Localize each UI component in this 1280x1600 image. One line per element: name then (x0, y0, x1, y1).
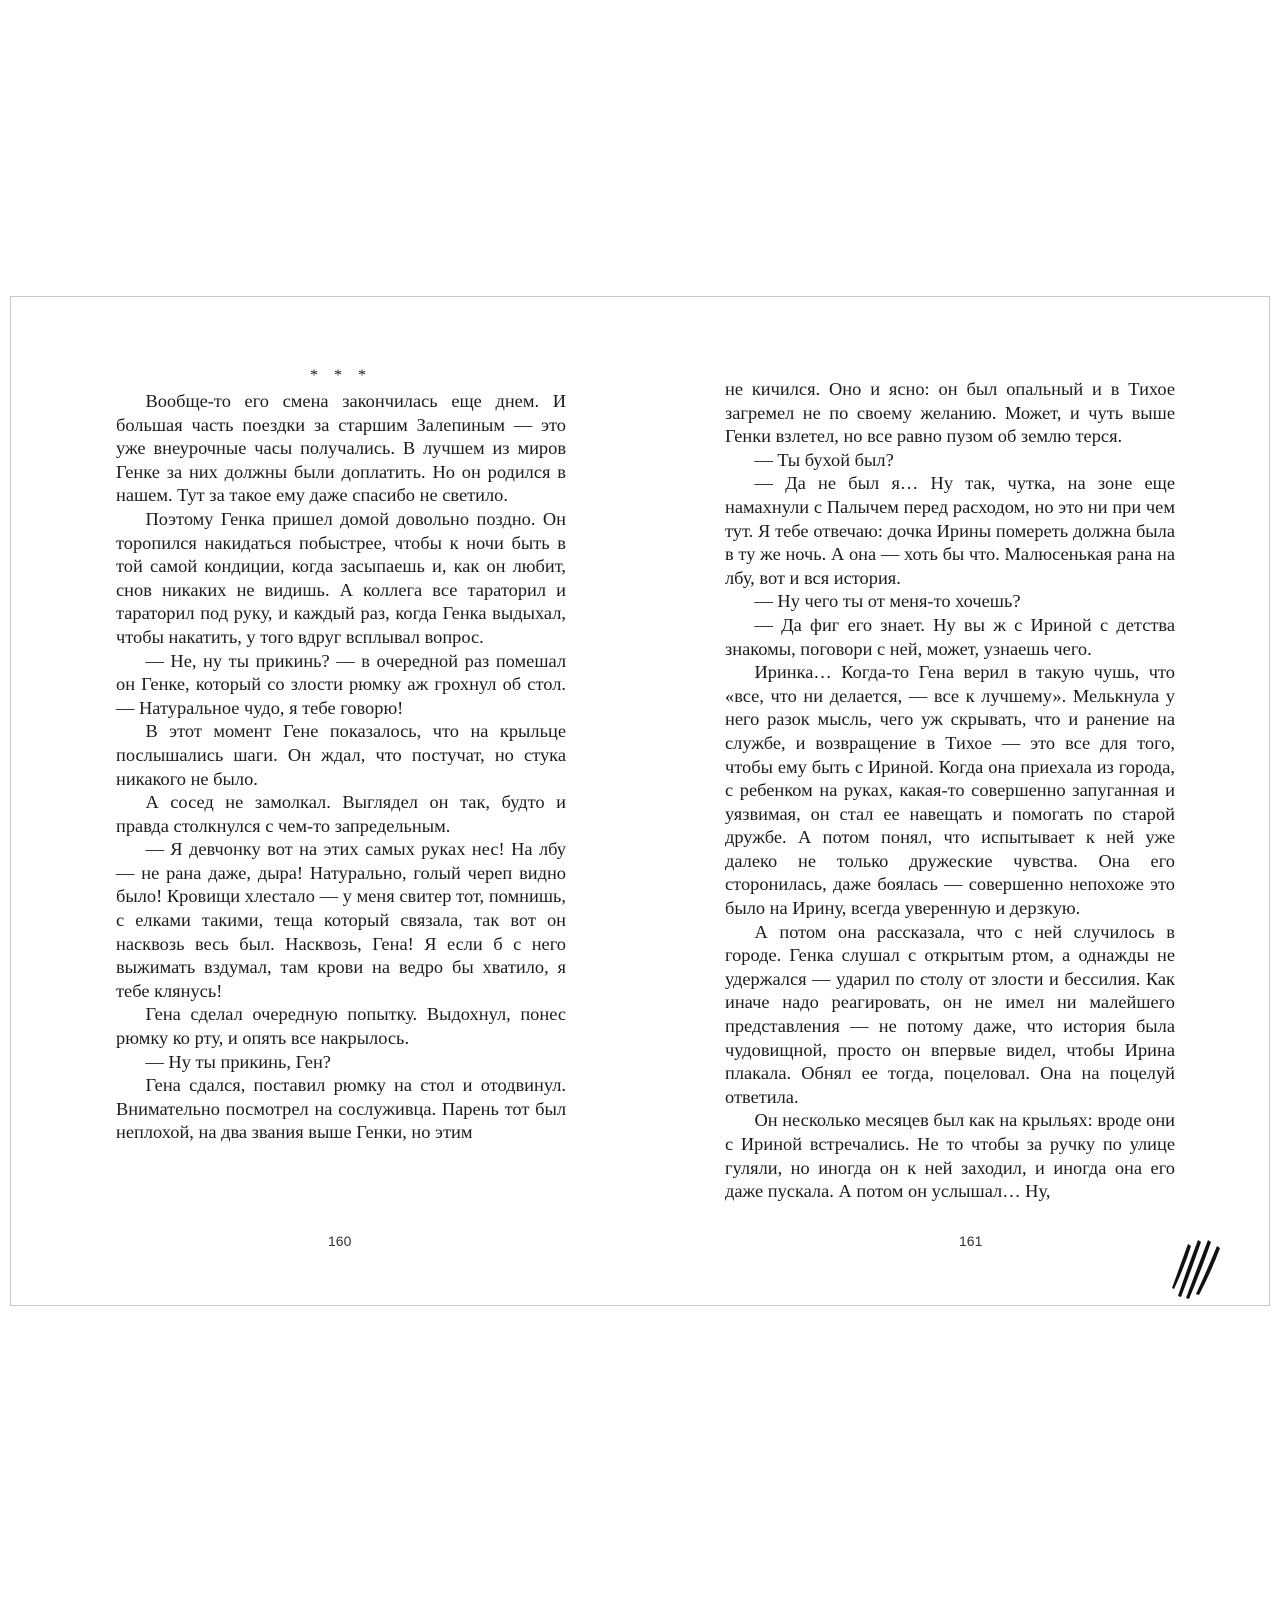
paragraph: Иринка… Когда-то Гена верил в такую чушь, что «все, что ни делается, — все к лучшему». Мелькнула у него разок мысль, чего уж скрывать, что и ранение на службе, и возвращение в Тихое — это все для того, чтобы ему быть с Ириной. Когда она приехала из города, с ребенком на руках, какая-то совершенно запуганная и уязвимая, он стал ее навещать и помогать по старой дружбе. А потом понял, что испытывает к ней уже далеко не только дружеские чувства. Она его сторонилась, даже боялась — совершенно непохоже это было на Ирину, всегда уверенную и дерзкую. (725, 662, 1175, 919)
right-page-text (725, 378, 1175, 1204)
claw-marks-icon (1170, 1226, 1230, 1306)
left-page (11, 297, 641, 1305)
page-number: 160 (328, 1233, 352, 1249)
book-spread (10, 296, 1270, 1306)
section-separator: * * * (310, 367, 372, 384)
paragraph: — Не, ну ты прикинь? — в очередной раз помешал он Генке, который со злости рюмку аж грохнул об стол. — Натуральное чудо, я тебе говорю! (116, 650, 566, 718)
paragraph: А сосед не замолкал. Выглядел он так, будто и правда столкнулся с чем-то запредельным. (116, 792, 566, 836)
page-number: 161 (959, 1233, 983, 1249)
paragraph: А потом она рассказала, что с ней случилось в городе. Генка слушал с открытым ртом, а однажды не удержался — ударил по столу от злости и бессилия. Как иначе надо реагировать, он не имел ни малейшего представления — не потому даже, что история была чудовищной, просто он впервые видел, чтобы Ирина плакала. Обнял ее тогда, поцеловал. Она на поцелуй ответила. (725, 921, 1175, 1107)
paragraph: Вообще-то его смена закончилась еще днем. И большая часть поездки за старшим Залепиным — это уже внеурочные часы получались. В лучшем из миров Генке за них должны были доплатить. Но он родился в нашем. Тут за такое ему даже спасибо не светило. (116, 391, 566, 506)
paragraph: — Да фиг его знает. Ну вы ж с Ириной с детства знакомы, поговори с ней, может, узнаешь чего. (725, 614, 1175, 659)
paragraph: — Ну чего ты от меня-то хочешь? (754, 591, 1021, 612)
paragraph: В этот момент Гене показалось, что на крыльце послышались шаги. Он ждал, что постучат, но стука никакого не было. (116, 721, 566, 789)
right-page (641, 297, 1271, 1305)
paragraph: — Да не был я… Ну так, чутка, на зоне еще намахнули с Палычем перед расходом, но это ни при чем тут. Я тебе отвечаю: дочка Ирины помереть должна была в ту же ночь. А она — хоть бы что. Малюсенькая рана на лбу, вот и вся история. (725, 473, 1175, 588)
paragraph: Гена сдался, поставил рюмку на стол и отодвинул. Внимательно посмотрел на сослуживца. Парень тот был неплохой, на два звания выше Генки, но этим (116, 1075, 566, 1143)
paragraph: Гена сделал очередную попытку. Выдохнул, понес рюмку ко рту, и опять все накрылось. (116, 1004, 566, 1049)
paragraph: — Я девчонку вот на этих самых руках нес! На лбу — не рана даже, дыра! Натурально, голый череп видно было! Кровищи хлестало — у меня свитер тот, помнишь, с елками такими, теща который связала, так вот он насквозь весь был. Насквозь, Гена! Я если б с него выжимать вздумал, там крови на ведро бы хватило, я тебе клянусь! (116, 839, 566, 1001)
paragraph-continuation: не кичился. Оно и ясно: он был опальный и в Тихое загремел не по своему желанию. Может, и чуть выше Генки взлетел, но все равно пузом об землю терся. (725, 379, 1175, 447)
left-page-text (116, 362, 566, 1145)
paragraph: — Ну ты прикинь, Ген? (145, 1051, 331, 1072)
paragraph: — Ты бухой был? (754, 449, 894, 470)
paragraph: Он несколько месяцев был как на крыльях: вроде они с Ириной встречались. Не то чтобы за ручку по улице гуляли, но иногда он к ней заходил, и иногда она его даже пускала. А потом он услышал… Ну, (725, 1110, 1175, 1202)
paragraph: Поэтому Генка пришел домой довольно поздно. Он торопился накидаться побыстрее, чтобы к ночи быть в той самой кондиции, когда засыпаешь и, как он любит, снов никаких не видишь. А коллега все тараторил и тараторил под руку, и каждый раз, когда Генка выдыхал, чтобы накатить, у того вдруг всплывал вопрос. (116, 508, 566, 647)
